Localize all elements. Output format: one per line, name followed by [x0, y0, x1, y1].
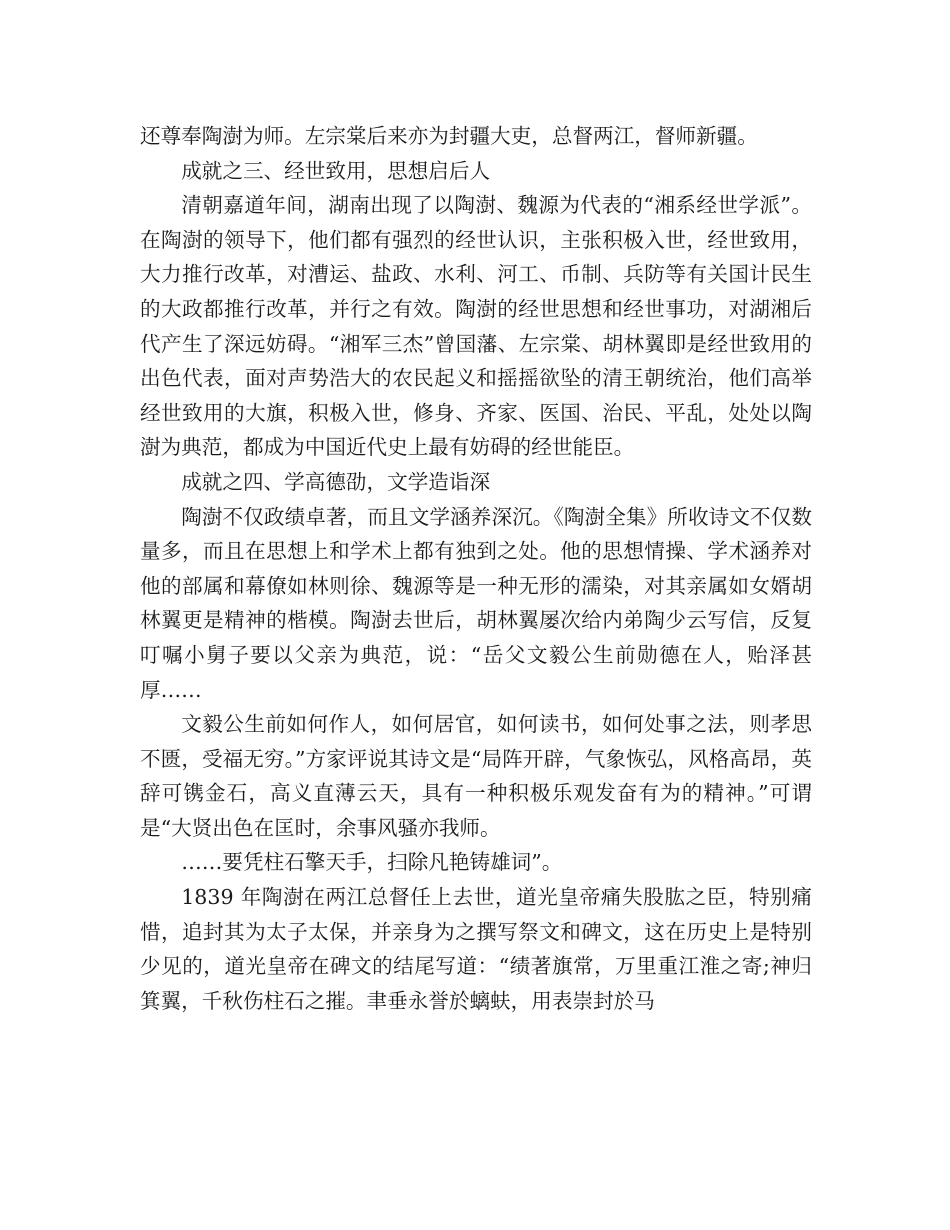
- paragraph-8: 1839 年陶澍在两江总督任上去世，道光皇帝痛失股肱之臣，特别痛惜，追封其为太子太保，并亲身为之撰写祭文和碑文，这在历史上是特别少见的，道光皇帝在碑文的结尾写道：“绩著旗常，万里重江淮之寄;神归箕翼，千秋伤柱石之摧。聿垂永誉於螭蚨，用表崇封於马: [140, 885, 812, 1013]
- paragraph-7: ……要凭柱石擎天手，扫除凡艳铸雄词”。: [181, 850, 563, 875]
- document-body: [140, 119, 812, 1018]
- paragraph-6: 文毅公生前如何作人，如何居官，如何读书，如何处事之法，则孝思不匮，受福无穷。”方家评说其诗文是“局阵开辟，气象恢弘，风格高昂，英辞可镌金石，高义直薄云天，具有一种积极乐观发奋有为的精神。”可谓是“大贤出色在匡时，余事风骚亦我师。: [140, 712, 812, 840]
- section-heading-4: 成就之四、学高德劭，文学造诣深: [181, 469, 491, 494]
- paragraph-5: 陶澍不仅政绩卓著，而且文学涵养深沉。《陶澍全集》所收诗文不仅数量多，而且在思想上和学术上都有独到之处。他的思想情操、学术涵养对他的部属和幕僚如林则徐、魏源等是一种无形的濡染，对其亲属如女婿胡林翼更是精神的楷模。陶澍去世后，胡林翼屡次给内弟陶少云写信，反复叮嘱小舅子要以父亲为典范，说：“岳父文毅公生前勋德在人，贻泽甚厚……: [140, 504, 812, 702]
- section-heading-3: 成就之三、经世致用，思想启后人: [181, 158, 491, 183]
- paragraph-1: 还尊奉陶澍为师。左宗棠后来亦为封疆大吏，总督两江，督师新疆。: [140, 124, 758, 148]
- paragraph-3: 清朝嘉道年间，湖南出现了以陶澍、魏源为代表的“湘系经世学派”。在陶澍的领导下，他们都有强烈的经世认识，主张积极入世，经世致用，大力推行改革，对漕运、盐政、水利、河工、币制、兵防等有关国计民生的大政都推行改革，并行之有效。陶澍的经世思想和经世事功，对湖湘后代产生了深远妨碍。“湘军三杰”曾国藩、左宗棠、胡林翼即是经世致用的出色代表，面对声势浩大的农民起义和摇摇欲坠的清王朝统治，他们高举经世致用的大旗，积极入世，修身、齐家、医国、治民、平乱，处处以陶澍为典范，都成为中国近代史上最有妨碍的经世能臣。: [140, 193, 812, 460]
